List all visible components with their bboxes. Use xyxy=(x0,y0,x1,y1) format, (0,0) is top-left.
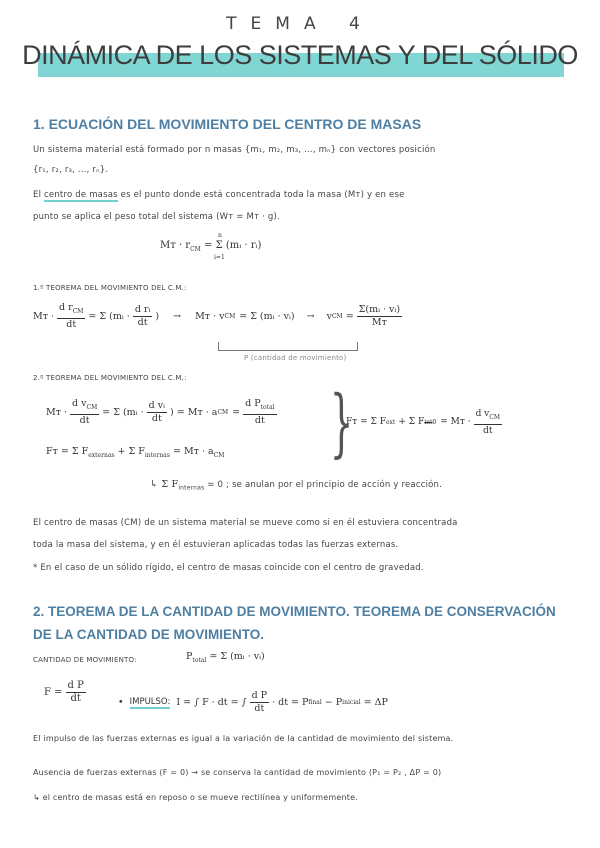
s2-para1: El impulso de las fuerzas externas es igual a la variación de la cantidad de movimiento del sistema. xyxy=(33,734,454,743)
s1-line4: punto se aplica el peso total del sistema (Wт = Mт · g). xyxy=(33,212,280,222)
theorem2-note: ↳ Σ $F_{internas} = 0$ ; se anulan por el principio de acción y reacción. xyxy=(150,479,443,492)
s1-para2: toda la masa del sistema, y en él estuvieran aplicadas todas las fuerzas externas. xyxy=(33,540,399,550)
tema-label: TEMA 4 xyxy=(226,14,374,34)
arrow-icon: → xyxy=(173,310,182,322)
cantidad-movimiento-label: CANTIDAD DE MOVIMIENTO: xyxy=(33,656,137,664)
s1-line3: El centro de masas es el punto donde está concentrada toda la masa (Mт) y en ese xyxy=(33,190,405,200)
arrow-icon: → xyxy=(306,310,315,322)
s2-para2: Ausencia de fuerzas externas (F = 0) → se conserva la cantidad de movimiento (P₁ = P₂ , ΔP = 0) xyxy=(33,768,442,777)
s1-para3: * En el caso de un sólido rígido, el centro de masas coincide con el centro de gravedad. xyxy=(33,563,424,573)
theorem2-summary: Fт = Σ F ext + Σ F int 0 = Mт · $\frac{d v_{CM}}{dt}$ xyxy=(346,409,501,436)
s2-para3: ↳ el centro de masas está en reposo o se mueve rectilínea y uniformemente. xyxy=(33,793,358,802)
theorem2-label: 2.º TEOREMA DEL MOVIMIENTO DEL C.M.: xyxy=(33,374,187,382)
impulso-equation: • IMPULSO: I = ∫ F · dt = ∫ $\frac{\text{d P}}{dt}$ · dt = P final − P inicial = ΔP xyxy=(118,690,388,714)
theorem1-label: 1.º TEOREMA DEL MOVIMIENTO DEL C.M.: xyxy=(33,284,187,292)
brace-underline xyxy=(218,342,358,351)
equation-cm-position: Mт · $r_{CM}$ n i=1 = Σ (mᵢ · rᵢ) xyxy=(160,232,262,261)
force-equation: F = $\frac{\text{d P}}{dt}$ xyxy=(44,680,84,704)
theorem1-note: P (cantidad de movimiento) xyxy=(244,354,347,362)
s1-line2: {r₁, r₂, r₃, ..., rₙ}. xyxy=(33,165,109,175)
centro-de-masas-term: centro de masas xyxy=(44,190,118,200)
section1-heading: 1. ECUACIÓN DEL MOVIMIENTO DEL CENTRO DE MASAS xyxy=(33,116,422,132)
s1-line1: Un sistema material está formado por n masas {m₁, m₂, m₃, ..., mₙ} con vectores posición xyxy=(33,145,436,155)
theorem2-forces: Fт = Σ $F_{externas} + \Sigma$ $F_{internas}$ = Mт · $a_{CM}$ xyxy=(46,446,225,459)
right-brace: } xyxy=(329,380,354,466)
cantidad-movimiento-eq: $P_{total} = \Sigma$ (mᵢ · vᵢ) xyxy=(186,651,265,664)
s1-para1: El centro de masas (CM) de un sistema material se mueve como si en él estuviera concentrada xyxy=(33,518,458,528)
page-title: DINÁMICA DE LOS SISTEMAS Y DEL SÓLIDO xyxy=(22,40,578,70)
section2-heading-line2: DE LA CANTIDAD DE MOVIMIENTO. xyxy=(33,627,265,642)
impulso-label: IMPULSO: xyxy=(129,696,171,707)
theorem2-equation: Mт · $\frac{d v_{CM}}{dt}$ = Σ (mᵢ · $\frac{\text{d vᵢ}}{dt}$ ) = Mт · a CM = $\frac{d P_{total}}{dt}$ xyxy=(46,398,275,426)
section2-heading-line1: 2. TEOREMA DE LA CANTIDAD DE MOVIMIENTO. TEOREMA DE CONSERVACIÓN xyxy=(33,604,556,619)
theorem1-equation: Mт · $\frac{d r_{CM}}{dt}$ = Σ (mᵢ · $\frac{\text{d rᵢ}}{dt}$ ) → Mт · v CM = Σ (mᵢ · vᵢ) → v CM = $\frac{\text{Σ(mᵢ · vᵢ)}}{Mт}$ xyxy=(33,302,401,330)
